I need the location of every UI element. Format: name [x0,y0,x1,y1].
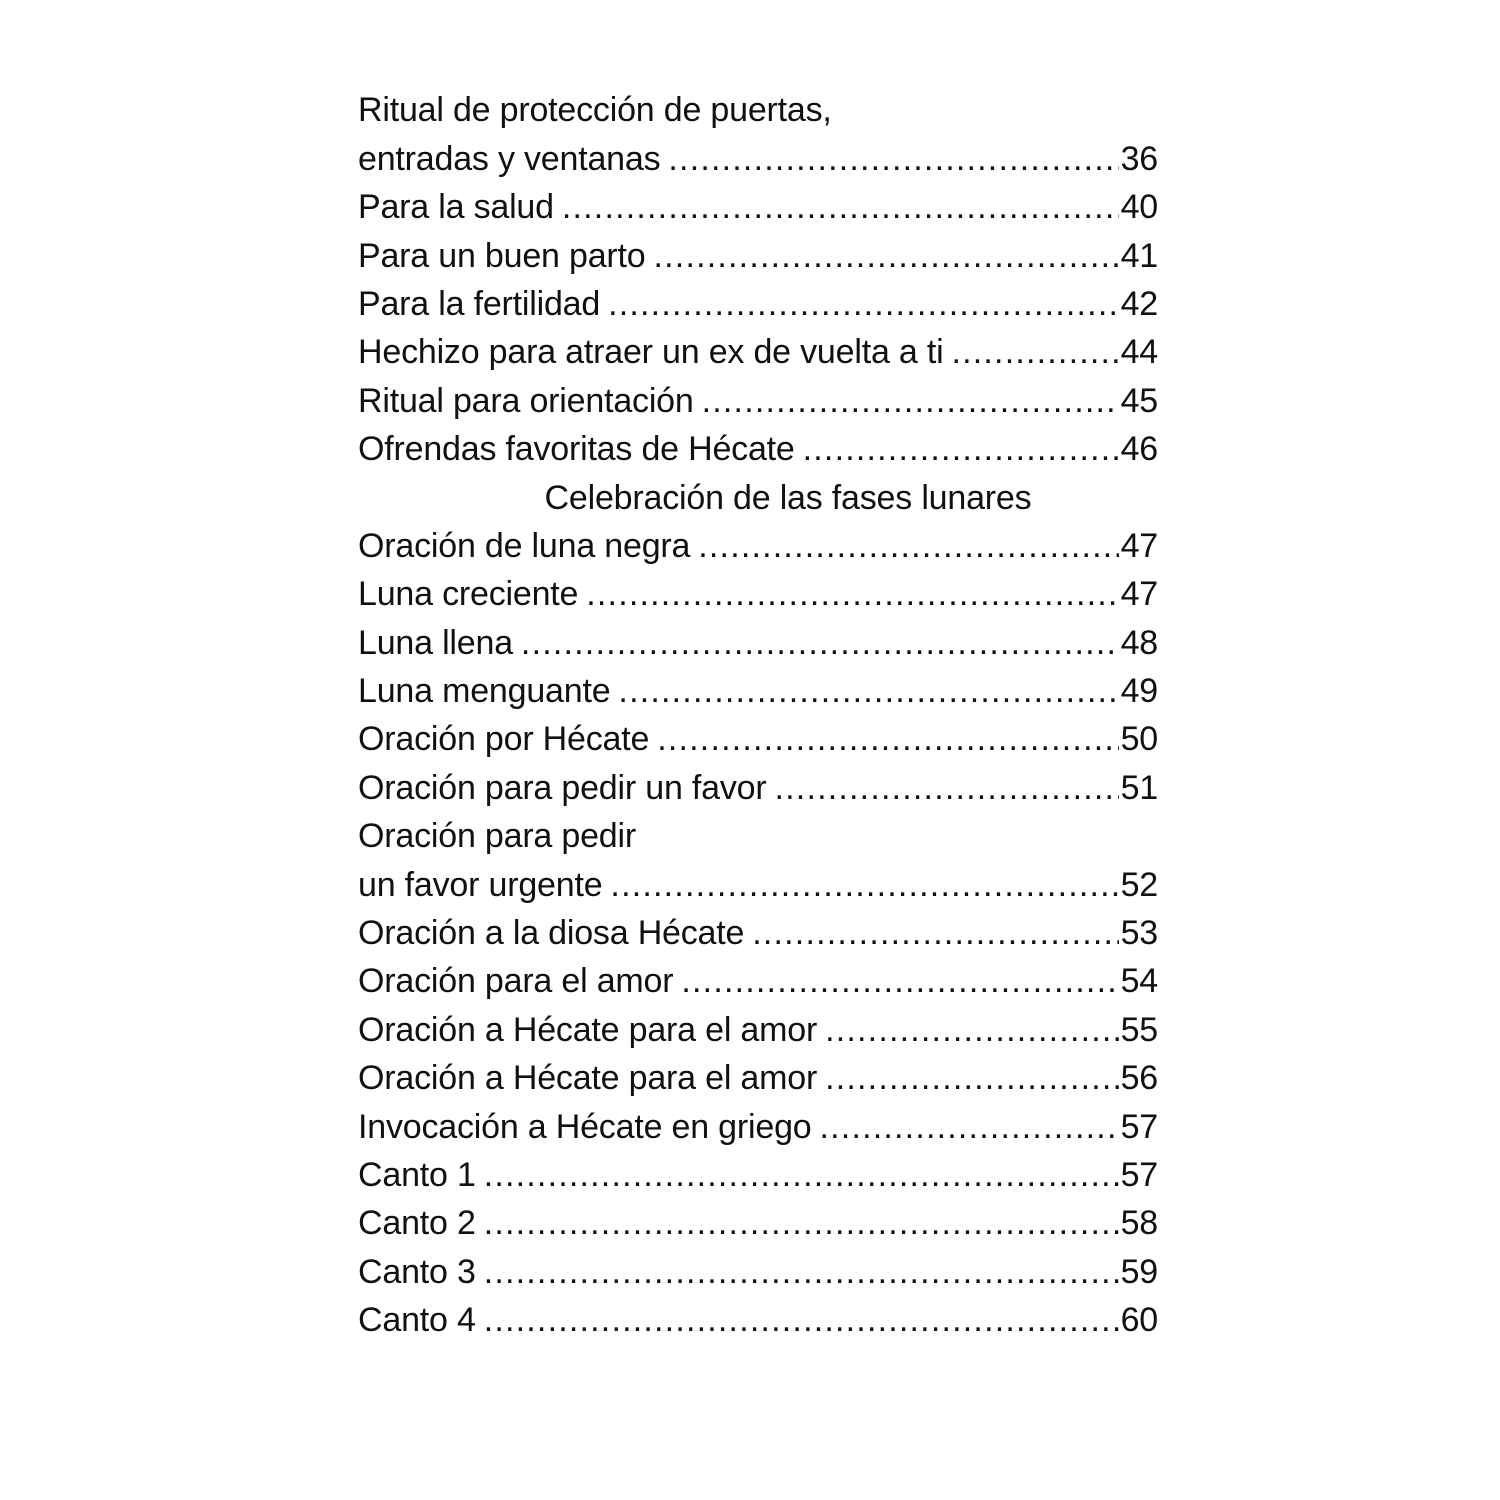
dot-leader [562,187,1119,227]
toc-page-number: 55 [1120,1010,1158,1049]
dot-leader [521,623,1119,663]
toc-page-number: 49 [1120,672,1158,711]
toc-entry-title: Ritual para orientación [358,381,694,420]
dot-leader [657,719,1118,759]
toc-entry-title: Luna creciente [358,575,579,614]
toc-entry [358,1098,1158,1146]
dot-leader [825,1058,1118,1098]
section-heading [358,469,1158,517]
toc-entry [358,1001,1158,1049]
toc-page-number: 36 [1120,139,1158,178]
toc-entry-title: Luna menguante [358,672,611,711]
toc-entry [358,566,1158,614]
dot-leader [820,1107,1119,1147]
dot-leader [775,768,1119,808]
toc-entry [358,324,1158,372]
toc-page-number: 58 [1120,1204,1158,1243]
toc-entry-title: Para un buen parto [358,236,646,275]
dot-leader [586,574,1118,614]
toc-entry [358,905,1158,953]
toc-entry [358,372,1158,420]
dot-leader [702,381,1119,421]
toc-entry [358,953,1158,1001]
toc-entry [358,1147,1158,1195]
toc-entry-title: Hechizo para atraer un ex de vuelta a ti [358,333,944,372]
toc-entry-title: Luna llena [358,623,513,662]
toc-entry-title: Oración por Hécate [358,720,650,759]
toc-page-number: 45 [1120,381,1158,420]
dot-leader [681,961,1118,1001]
toc-page-number: 41 [1120,236,1158,275]
toc-entry-title: Oración a la diosa Hécate [358,914,745,953]
toc-page-number: 57 [1120,1155,1158,1194]
toc-entry-title: Para la fertilidad [358,284,601,323]
toc-entry-title: un favor urgente [358,865,603,904]
table-of-contents [358,82,1158,1340]
toc-entry [358,276,1158,324]
dot-leader [698,526,1118,566]
toc-entry-title: Oración para pedir un favor [358,768,767,807]
toc-entry [358,421,1158,469]
toc-entry [358,759,1158,807]
toc-entry-title: Invocación a Hécate en griego [358,1107,812,1146]
dot-leader [825,1010,1118,1050]
toc-page-number: 60 [1120,1301,1158,1340]
toc-entry [358,614,1158,662]
toc-page-number: 54 [1120,962,1158,1001]
toc-entry [358,1195,1158,1243]
toc-entry-title: Canto 1 [358,1155,476,1194]
toc-page-number: 59 [1120,1252,1158,1291]
toc-page-number: 53 [1120,914,1158,953]
dot-leader [608,284,1118,324]
toc-entry-title: Oración para pedir [358,817,636,856]
dot-leader [484,1252,1119,1292]
toc-page-number: 52 [1120,865,1158,904]
toc-entry-title: Ofrendas favoritas de Hécate [358,430,795,469]
toc-entry [358,1050,1158,1098]
toc-page-number: 50 [1120,720,1158,759]
toc-page-number: 51 [1120,768,1158,807]
toc-entry [358,179,1158,227]
toc-entry-title: Canto 2 [358,1204,476,1243]
toc-page-number: 44 [1120,333,1158,372]
toc-entry-title: entradas y ventanas [358,139,661,178]
toc-entry [358,711,1158,759]
toc-entry [358,518,1158,566]
toc-entry-title: Ritual de protección de puertas, [358,91,832,130]
toc-page-number: 47 [1120,575,1158,614]
toc-entry [358,663,1158,711]
dot-leader [484,1300,1119,1340]
toc-entry [358,856,1158,904]
toc-entry-title: Oración a Hécate para el amor [358,1010,818,1049]
dot-leader [484,1203,1119,1243]
dot-leader [752,913,1118,953]
toc-entry-title: Oración de luna negra [358,526,691,565]
dot-leader [654,236,1119,276]
toc-page-number: 46 [1120,430,1158,469]
toc-entry-title-line [358,808,1158,856]
toc-entry [358,1292,1158,1340]
toc-page-number: 56 [1120,1059,1158,1098]
toc-entry-title: Oración para el amor [358,962,674,1001]
dot-leader [951,332,1118,372]
toc-page-number: 57 [1120,1107,1158,1146]
toc-entry-title: Canto 4 [358,1301,476,1340]
toc-page-number: 47 [1120,526,1158,565]
dot-leader [610,865,1118,905]
toc-page-number: 48 [1120,623,1158,662]
toc-entry [358,227,1158,275]
toc-entry-title: Canto 3 [358,1252,476,1291]
dot-leader [803,429,1119,469]
toc-entry-title: Oración a Hécate para el amor [358,1059,818,1098]
dot-leader [668,139,1118,179]
section-heading-text: Celebración de las fases lunares [544,478,1032,517]
toc-entry [358,1243,1158,1291]
dot-leader [484,1155,1119,1195]
toc-entry [358,130,1158,178]
toc-entry-title: Para la salud [358,188,554,227]
toc-entry-title-line [358,82,1158,130]
dot-leader [618,671,1118,711]
toc-page-number: 40 [1120,188,1158,227]
toc-page-number: 42 [1120,284,1158,323]
